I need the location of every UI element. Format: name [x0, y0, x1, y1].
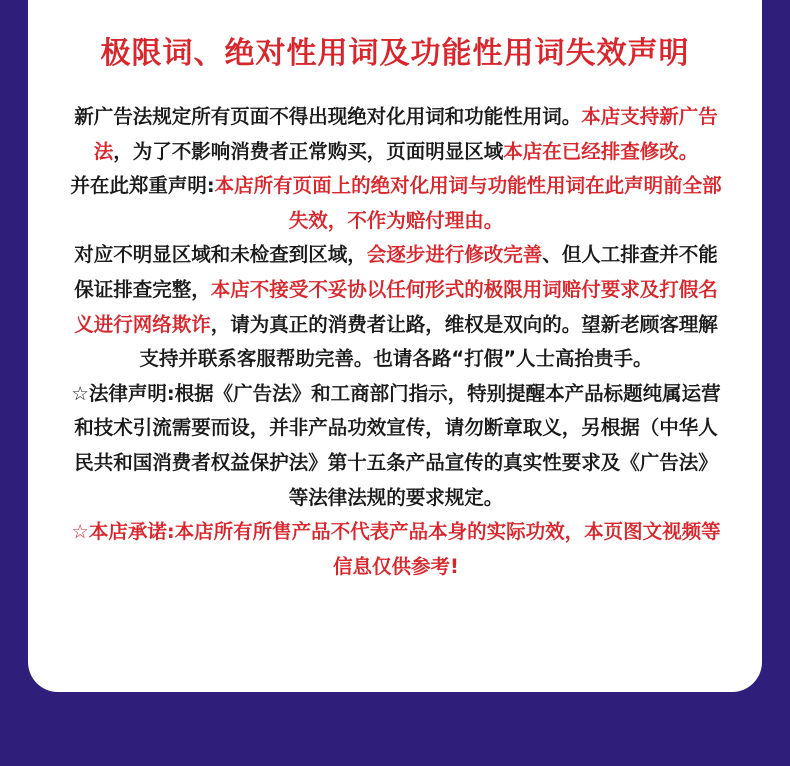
text-segment: ，为了不影响消费者正常购买，页面明显区域: [113, 139, 504, 163]
text-segment: ☆法律声明:根据《广告法》和工商部门指示，特别提醒本产品标题纯属运营和技术引流需要而设，并非产品功效宣传，请勿断章取义，另根据（中华人民共和国消费者权益保护法》第十五条产品宣传的真实性要求及《广告法》等法律法规的要求规定。: [71, 381, 721, 509]
text-segment: 本店所有页面上的绝对化用词与功能性用词在此声明前全部失效，不作为赔付理由。: [214, 174, 722, 232]
statement-card: [28, 0, 762, 692]
text-segment: 对应不明显区域和未检查到区域，: [74, 243, 367, 267]
text-segment: ☆本店承诺:本店所有所售产品不代表产品本身的实际功效，本页图文视频等信息仅供参考!: [71, 520, 721, 578]
statement-paragraph: [66, 100, 726, 169]
text-segment: 、但人工排查并不能保证排查完整，: [74, 243, 718, 301]
text-segment: 会逐步进行修改完善: [366, 243, 543, 267]
text-segment: 新广告法规定所有页面不得出现绝对化用词和功能性用词。: [74, 105, 582, 128]
text-segment: 并在此郑重声明:: [70, 174, 215, 198]
text-segment: 本店不接受不妥协以任何形式的极限用词赔付要求及打假名义进行网络欺诈: [74, 277, 718, 336]
statement-paragraph: [66, 238, 726, 376]
statement-title: 极限词、绝对性用词及功能性用词失效声明: [100, 36, 690, 71]
statement-body: [28, 100, 762, 584]
statement-paragraph: [66, 515, 726, 584]
text-segment: 本店在已经排查修改。: [503, 139, 699, 163]
text-segment: ，请为真正的消费者让路，维权是双向的。望新老顾客理解支持并联系客服帮助完善。也请各路“打假”人士高抬贵手。: [139, 312, 718, 371]
statement-paragraph: [66, 169, 726, 238]
statement-paragraph: [66, 377, 726, 515]
text-segment: 本店支持新广告法: [93, 105, 718, 163]
